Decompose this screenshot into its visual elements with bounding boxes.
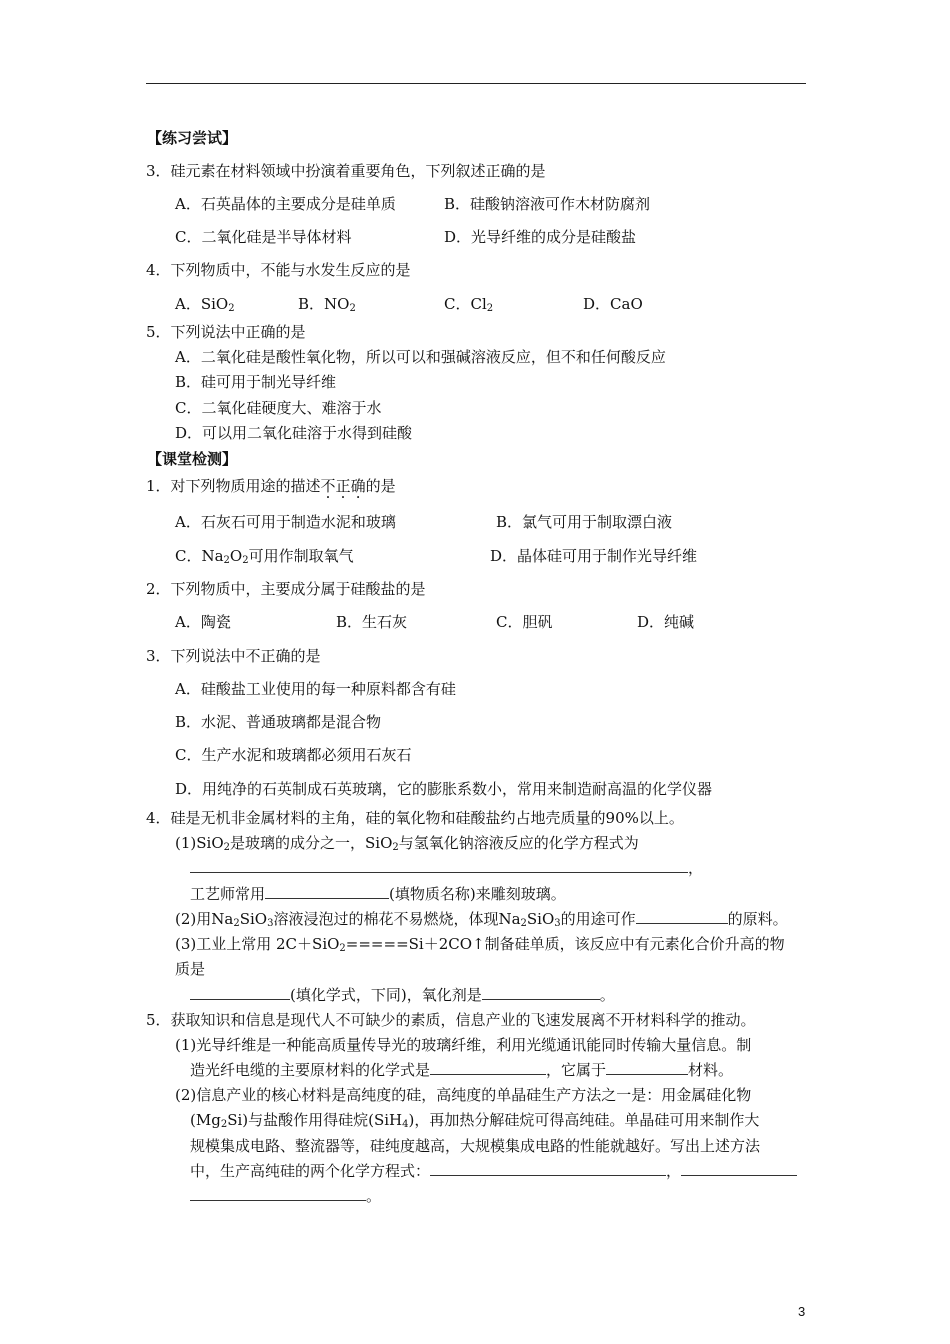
question-5: 5．下列说法中正确的是 (146, 323, 306, 341)
check-option-2c: C．胆矾 (496, 613, 553, 631)
q5-part1-text: (1)光导纤维是一种能高质量传导光的玻璃纤维，利用光缆通讯能同时传输大量信息。制 (175, 1036, 752, 1054)
section-heading-check: 【课堂检测】 (147, 450, 238, 468)
check-option-3b: B．水泥、普通玻璃都是混合物 (175, 713, 382, 731)
q5-part2-text: (2)信息产业的核心材料是高纯度的硅，高纯度的单晶硅生产方法之一是：用金属硅化物 (175, 1086, 752, 1104)
question-4: 4．下列物质中，不能与水发生反应的是 (146, 261, 411, 279)
check-question-4: 4．硅是无机非金属材料的主角，硅的氧化物和硅酸盐约占地壳质量的90%以上。 (146, 809, 684, 827)
option-3a: A．石英晶体的主要成分是硅单质 (175, 195, 396, 213)
q4-part3-text: (3)工业上常用 2C＋SiO$_2$=====Si＋2CO↑制备硅单质，该反应中有元素化合价升高的物 (175, 935, 785, 954)
check-question-2: 2．下列物质中，主要成分属于硅酸盐的是 (146, 580, 426, 598)
check-option-2a: A．陶瓷 (175, 613, 231, 631)
option-5a: A．二氧化硅是酸性氧化物，所以可以和强碱溶液反应，但不和任何酸反应 (175, 348, 666, 366)
check-option-3c: C．生产水泥和玻璃都必须用石灰石 (175, 746, 412, 764)
option-4d: D．CaO (583, 295, 643, 313)
check-option-2d: D．纯碱 (637, 613, 695, 631)
option-4c: C．$Cl_2$ (444, 295, 494, 314)
check-option-1a: A．石灰石可用于制造水泥和玻璃 (175, 513, 396, 531)
q5-part2-line2: $(Mg_2Si)$与盐酸作用得硅烷(SiH$_4$)，再加热分解硅烷可得高纯硅。单晶硅可用来制作大 (190, 1111, 760, 1130)
option-4b: B．$NO_2$ (298, 295, 356, 314)
check-option-1c: C．$Na_2O_2$可用作制取氧气 (175, 547, 354, 566)
page-number: 3 (798, 1304, 806, 1319)
section-heading-practice: 【练习尝试】 (147, 129, 238, 147)
check-option-1d: D．晶体硅可用于制作光导纤维 (490, 547, 698, 565)
q4-part1-equation-blank: ， (190, 858, 703, 878)
q4-part1-text: (1)SiO$_2$是玻璃的成分之一，SiO$_2$与氢氧化钠溶液反应的化学方程式为 (175, 834, 639, 853)
question-3: 3．硅元素在材料领域中扮演着重要角色，下列叙述正确的是 (146, 162, 546, 180)
check-question-1: 1．对下列物质用途的描述不正确的是 (146, 477, 396, 495)
q4-part1-etching: 工艺师常用 (填物质名称)来雕刻玻璃。 (190, 885, 566, 903)
check-question-3: 3．下列说法中不正确的是 (146, 647, 321, 665)
q4-part3-continue: 质是 (175, 960, 206, 978)
option-3b: B．硅酸钠溶液可作木材防腐剂 (444, 195, 651, 213)
check-option-3a: A．硅酸盐工业使用的每一种原料都含有硅 (175, 680, 456, 698)
check-question-5: 5．获取知识和信息是现代人不可缺少的素质，信息产业的飞速发展离不开材料科学的推动。 (146, 1011, 756, 1029)
q5-part1-blanks: 造光纤电缆的主要原材料的化学式是 ，它属于 材料。 (190, 1061, 734, 1079)
q4-part2-text: (2)用$Na_2SiO_3$溶液浸泡过的棉花不易燃烧，体现$Na_2SiO_3$的用途可作 的原料。 (175, 910, 788, 929)
check-option-3d: D．用纯净的石英制成石英玻璃，它的膨胀系数小，常用来制造耐高温的化学仪器 (175, 780, 713, 798)
q4-part3-blanks: (填化学式，下同)，氧化剂是 。 (190, 985, 615, 1005)
header-rule (146, 83, 806, 84)
option-3d: D．光导纤维的成分是硅酸盐 (444, 228, 637, 246)
option-5b: B．硅可用于制光导纤维 (175, 373, 337, 391)
option-4a: A．SiO$_2$ (175, 295, 235, 314)
q5-part2-line4: 中，生产高纯硅的两个化学方程式： ， (190, 1161, 797, 1181)
check-option-2b: B．生石灰 (336, 613, 408, 631)
option-3c: C．二氧化硅是半导体材料 (175, 228, 352, 246)
option-5d: D．可以用二氧化硅溶于水得到硅酸 (175, 424, 413, 442)
q5-part2-line3: 规模集成电路、整流器等，硅纯度越高，大规模集成电路的性能就越好。写出上述方法 (190, 1137, 761, 1155)
q5-part2-line5: 。 (190, 1186, 381, 1206)
option-5c: C．二氧化硅硬度大、难溶于水 (175, 399, 382, 417)
check-option-1b: B．氯气可用于制取漂白液 (496, 513, 673, 531)
